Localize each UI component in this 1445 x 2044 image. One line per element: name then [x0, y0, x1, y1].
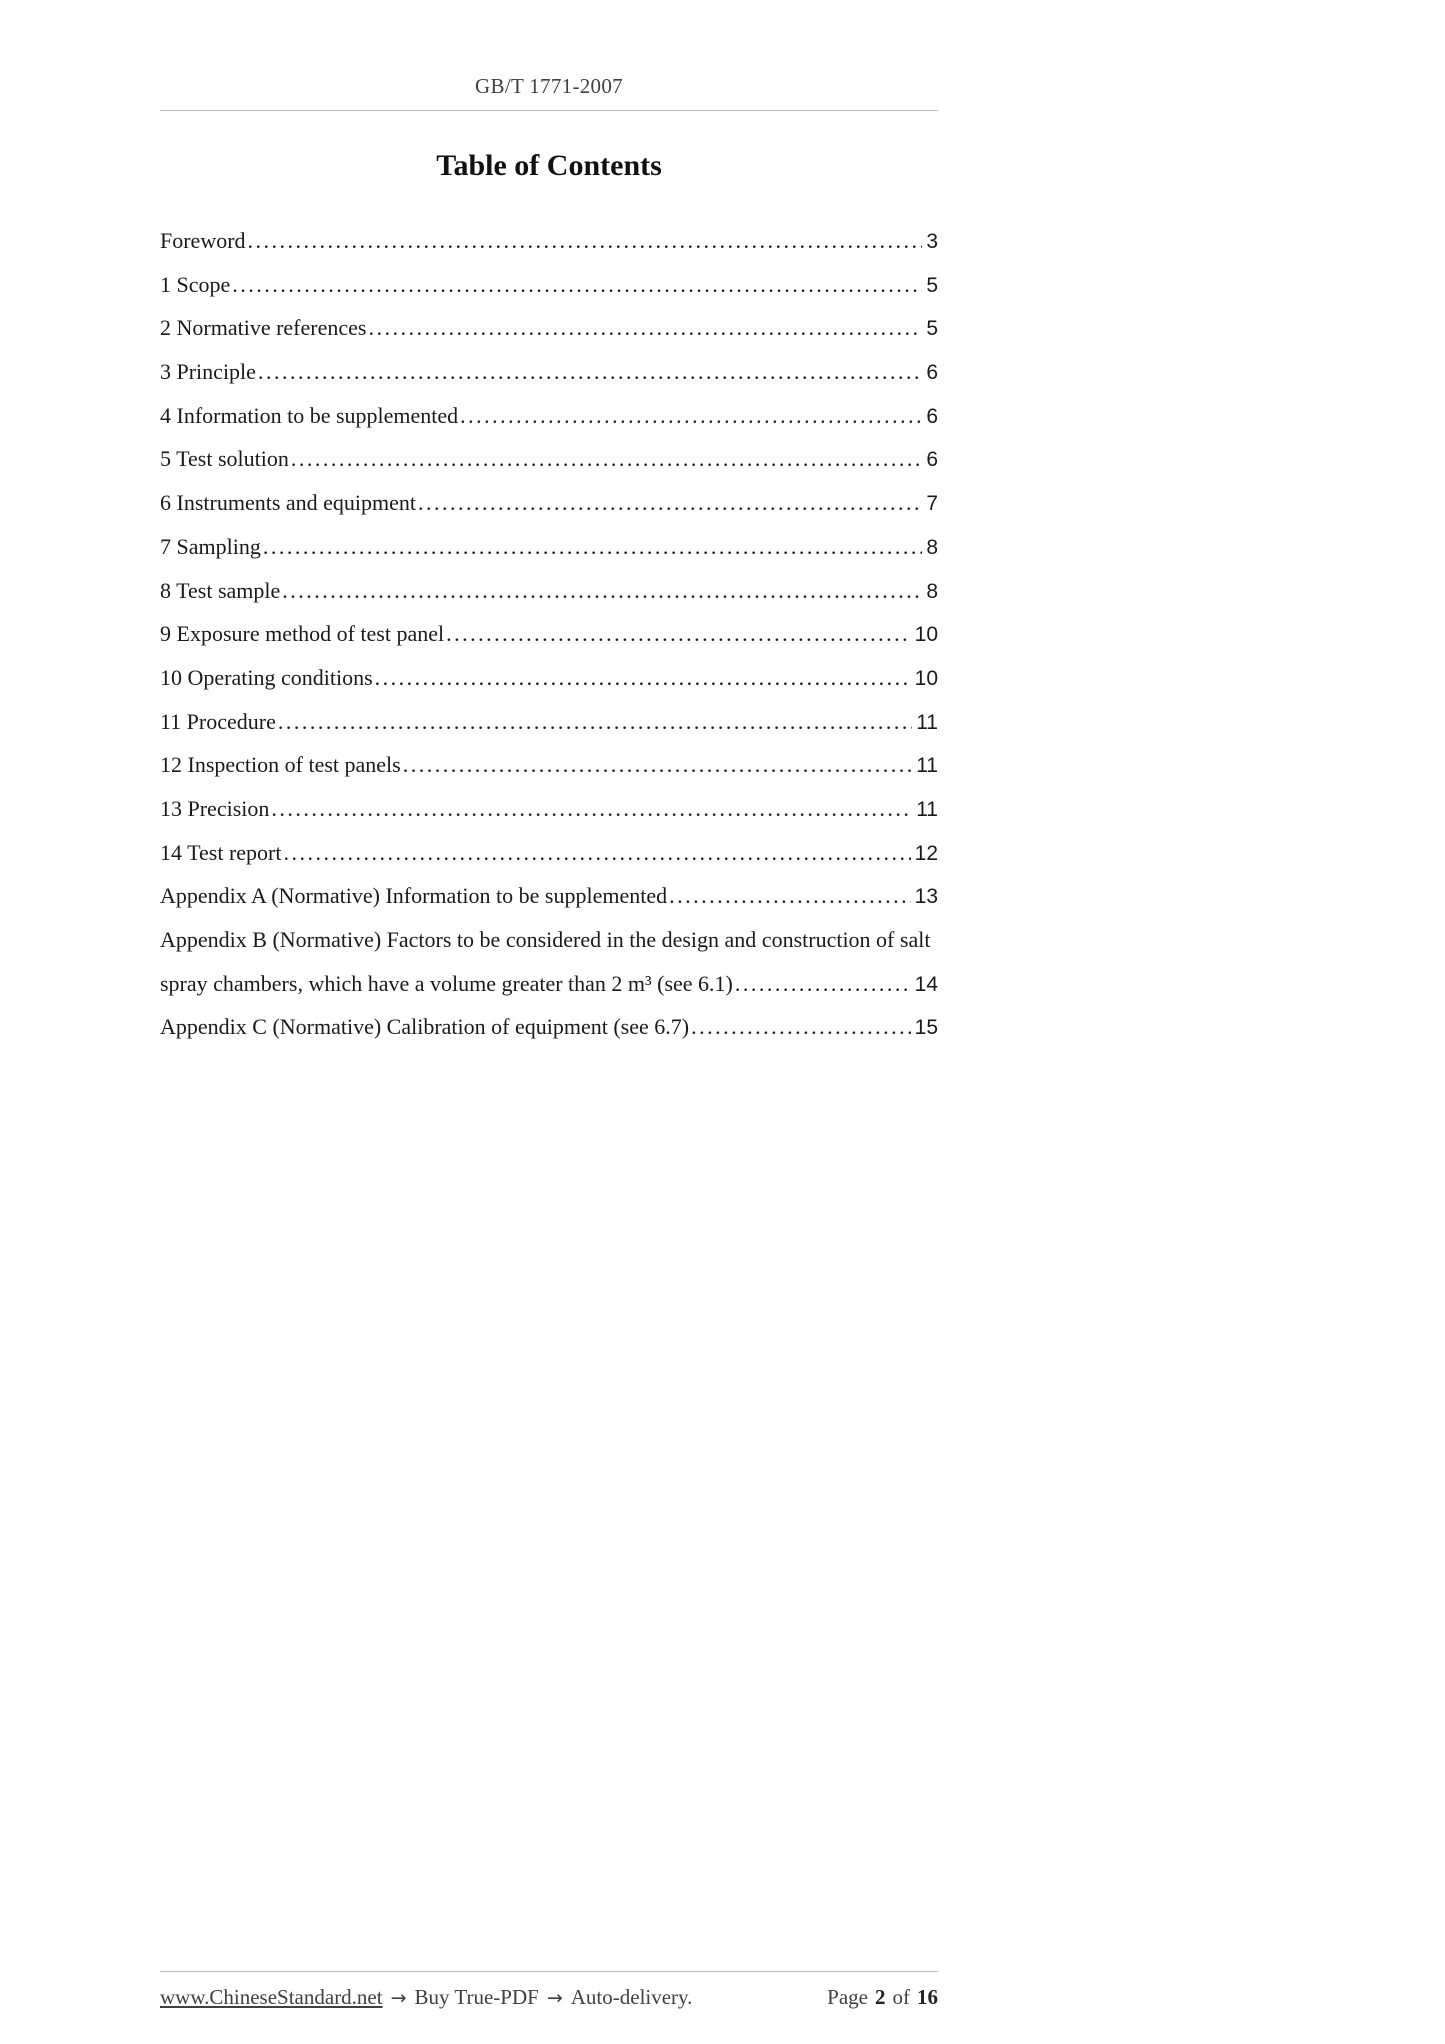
toc-entry[interactable] — [160, 971, 938, 1015]
toc-dot-leader — [735, 971, 911, 997]
toc-entry-page-number: 5 — [926, 273, 938, 297]
toc-entry-label: 5 Test solution — [160, 446, 289, 472]
toc-entry[interactable] — [160, 883, 938, 927]
toc-entry[interactable] — [160, 709, 938, 753]
toc-dot-leader — [403, 752, 912, 778]
toc-entry-page-number: 14 — [914, 972, 938, 996]
footer-source-line — [160, 1985, 692, 2010]
toc-dot-leader — [263, 534, 922, 560]
toc-entry[interactable] — [160, 665, 938, 709]
footer-delivery-text: Auto-delivery. — [570, 1985, 693, 2009]
toc-entry-page-number: 6 — [926, 361, 938, 385]
toc-entry[interactable] — [160, 840, 938, 884]
toc-entry-label: 9 Exposure method of test panel — [160, 621, 445, 647]
toc-entry-page-number: 8 — [926, 535, 938, 559]
toc-dot-leader — [283, 840, 910, 866]
toc-entry[interactable] — [160, 403, 938, 447]
toc-dot-leader — [669, 883, 911, 909]
toc-dot-leader — [691, 1014, 911, 1040]
toc-entry-label: 14 Test report — [160, 839, 282, 865]
toc-entry-label: Appendix C (Normative) Calibration of equipment (see 6.7) — [160, 1014, 690, 1040]
toc-entry-label: 11 Procedure — [160, 708, 276, 734]
toc-entry-label: 4 Information to be supplemented — [160, 402, 459, 428]
toc-entry[interactable] — [160, 228, 938, 272]
toc-dot-leader — [368, 315, 922, 341]
arrow-right-icon: → — [390, 1987, 407, 2009]
toc-entry[interactable] — [160, 927, 938, 971]
toc-dot-leader — [418, 490, 922, 516]
toc-entry-page-number: 12 — [914, 841, 938, 865]
toc-entry-page-number: 11 — [916, 754, 938, 778]
arrow-right-icon: → — [546, 1987, 563, 2009]
document-number: GB/T 1771-2007 — [475, 74, 623, 98]
toc-entry[interactable] — [160, 446, 938, 490]
toc-dot-leader — [282, 578, 922, 604]
toc-dot-leader — [375, 665, 911, 691]
footer-buy-text: Buy True-PDF — [414, 1985, 539, 2009]
footer-divider — [160, 1971, 938, 1972]
toc-entry-label: 8 Test sample — [160, 577, 281, 603]
toc-entry-label: spray chambers, which have a volume greater than 2 m³ (see 6.1) — [160, 970, 733, 996]
toc-entry-label: Appendix B (Normative) Factors to be considered in the design and construction of salt — [160, 927, 931, 952]
toc-entry-label: Appendix A (Normative) Information to be supplemented — [160, 883, 668, 909]
toc-entry-page-number: 3 — [926, 230, 938, 253]
toc-entry[interactable] — [160, 796, 938, 840]
toc-entry[interactable] — [160, 534, 938, 578]
toc-entry[interactable] — [160, 272, 938, 316]
toc-dot-leader — [278, 709, 912, 735]
toc-dot-leader — [291, 446, 922, 472]
toc-dot-leader — [232, 272, 922, 298]
toc-dot-leader — [446, 621, 911, 647]
toc-entry[interactable] — [160, 1014, 938, 1058]
of-label: of — [892, 1985, 910, 2009]
toc-entry-page-number: 6 — [926, 404, 938, 428]
toc-entry[interactable] — [160, 578, 938, 622]
page-label: Page — [827, 1985, 868, 2009]
toc-dot-leader — [258, 359, 922, 385]
toc-entry-page-number: 6 — [926, 448, 938, 472]
content-area — [160, 0, 938, 1058]
toc-entry-page-number: 15 — [914, 1016, 938, 1040]
toc-entry[interactable] — [160, 752, 938, 796]
toc-entry-page-number: 8 — [926, 579, 938, 603]
toc-entry[interactable] — [160, 315, 938, 359]
current-page-number: 2 — [875, 1985, 886, 2009]
toc-entry[interactable] — [160, 621, 938, 665]
toc-entry-page-number: 10 — [914, 666, 938, 690]
toc-dot-leader — [248, 228, 923, 254]
toc-entry-page-number: 7 — [926, 492, 938, 516]
toc-entry[interactable] — [160, 490, 938, 534]
page-indicator — [827, 1985, 938, 2010]
toc-entry-label: 7 Sampling — [160, 533, 261, 559]
website-link[interactable]: www.ChineseStandard.net — [160, 1985, 383, 2009]
toc-entry-page-number: 11 — [916, 797, 938, 821]
header-divider — [160, 110, 938, 111]
toc-entry-label: 6 Instruments and equipment — [160, 490, 417, 516]
toc-entry-label: 1 Scope — [160, 271, 231, 297]
toc-entry-label: Foreword — [160, 228, 246, 253]
toc-entry-label: 10 Operating conditions — [160, 664, 373, 690]
toc-entry-page-number: 13 — [914, 885, 938, 909]
table-of-contents — [160, 228, 938, 1058]
toc-entry-page-number: 11 — [916, 710, 938, 734]
toc-entry-label: 13 Precision — [160, 795, 270, 821]
toc-entry[interactable] — [160, 359, 938, 403]
page-title: Table of Contents — [436, 149, 662, 182]
total-page-count: 16 — [917, 1985, 938, 2009]
toc-entry-label: 12 Inspection of test panels — [160, 752, 401, 778]
toc-entry-page-number: 5 — [926, 317, 938, 341]
toc-entry-label: 2 Normative references — [160, 315, 367, 341]
page-footer — [160, 1971, 938, 2010]
toc-dot-leader — [271, 796, 912, 822]
toc-dot-leader — [460, 403, 922, 429]
toc-entry-label: 3 Principle — [160, 359, 256, 385]
toc-entry-page-number: 10 — [914, 623, 938, 647]
